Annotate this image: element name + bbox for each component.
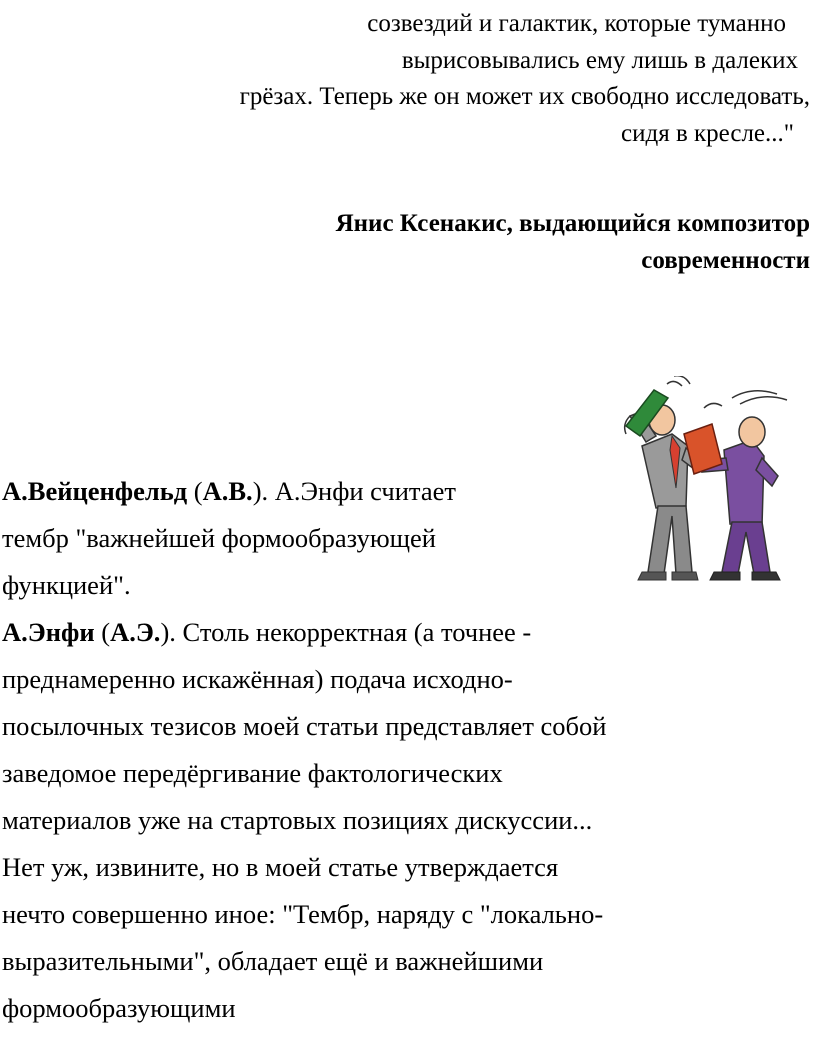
paragraph-text: функцией". (2, 570, 131, 600)
paragraph-text: формообразующими (2, 993, 236, 1023)
quote-block (10, 6, 810, 152)
speaker-initials: А.В. (202, 476, 253, 506)
paragraph-text: Столь некорректная (а точнее - (182, 617, 532, 647)
paragraph-text: нечто совершенно иное: "Тембр, наряду с "локально- (2, 899, 604, 929)
quote-line: грёзах. Теперь же он может их свободно исследовать, (239, 83, 810, 110)
dialog-block (2, 468, 814, 1032)
paragraph-text: посылочных тезисов моей статьи представляет собой (2, 711, 607, 741)
quote-line: созвездий и галактик, которые туманно (367, 10, 786, 37)
dialog-paragraph: А.Энфи (А.Э.). Столь некорректная (а точнее - преднамеренно искажённая) подача исходно- посылочных тезисов моей статьи представляет собой заведомое передёргивание фактологических материалов уже на стартовых позициях дискуссии... Нет уж, извините, но в моей статье утверждается нечто совершенно иное: "Тембр, наряду с "локально- выразительными", обладает ещё и важнейшими формообразующими (2, 617, 607, 1023)
quote-author (336, 205, 810, 279)
quote-line: вырисовывались ему лишь в далеких (401, 46, 798, 74)
author-line: современности (641, 247, 810, 274)
paragraph-text: А.Энфи считает (274, 476, 456, 506)
speaker-name: А.Вейценфельд (2, 476, 188, 506)
speaker-name: А.Энфи (2, 617, 95, 647)
paragraph-text: Нет уж, извините, но в моей статье утверждается (2, 852, 559, 882)
paragraph-text: преднамеренно искажённая) подача исходно- (2, 664, 513, 694)
paragraph-text: материалов уже на стартовых позициях дискуссии... (2, 805, 593, 835)
speaker-initials: А.Э. (110, 617, 161, 647)
paragraph-text: заведомое передёргивание фактологических (2, 758, 503, 788)
author-line: Янис Ксенакис, выдающийся композитор (335, 210, 810, 237)
paragraph-text: тембр "важнейшей формообразующей (2, 523, 436, 553)
quote-line: сидя в кресле..." (621, 119, 794, 147)
paragraph-text: выразительными", обладает ещё и важнейшими (2, 946, 544, 976)
dialog-paragraph: А.Вейценфельд (А.В.). А.Энфи считает тембр "важнейшей формообразующей функцией". (2, 476, 456, 600)
